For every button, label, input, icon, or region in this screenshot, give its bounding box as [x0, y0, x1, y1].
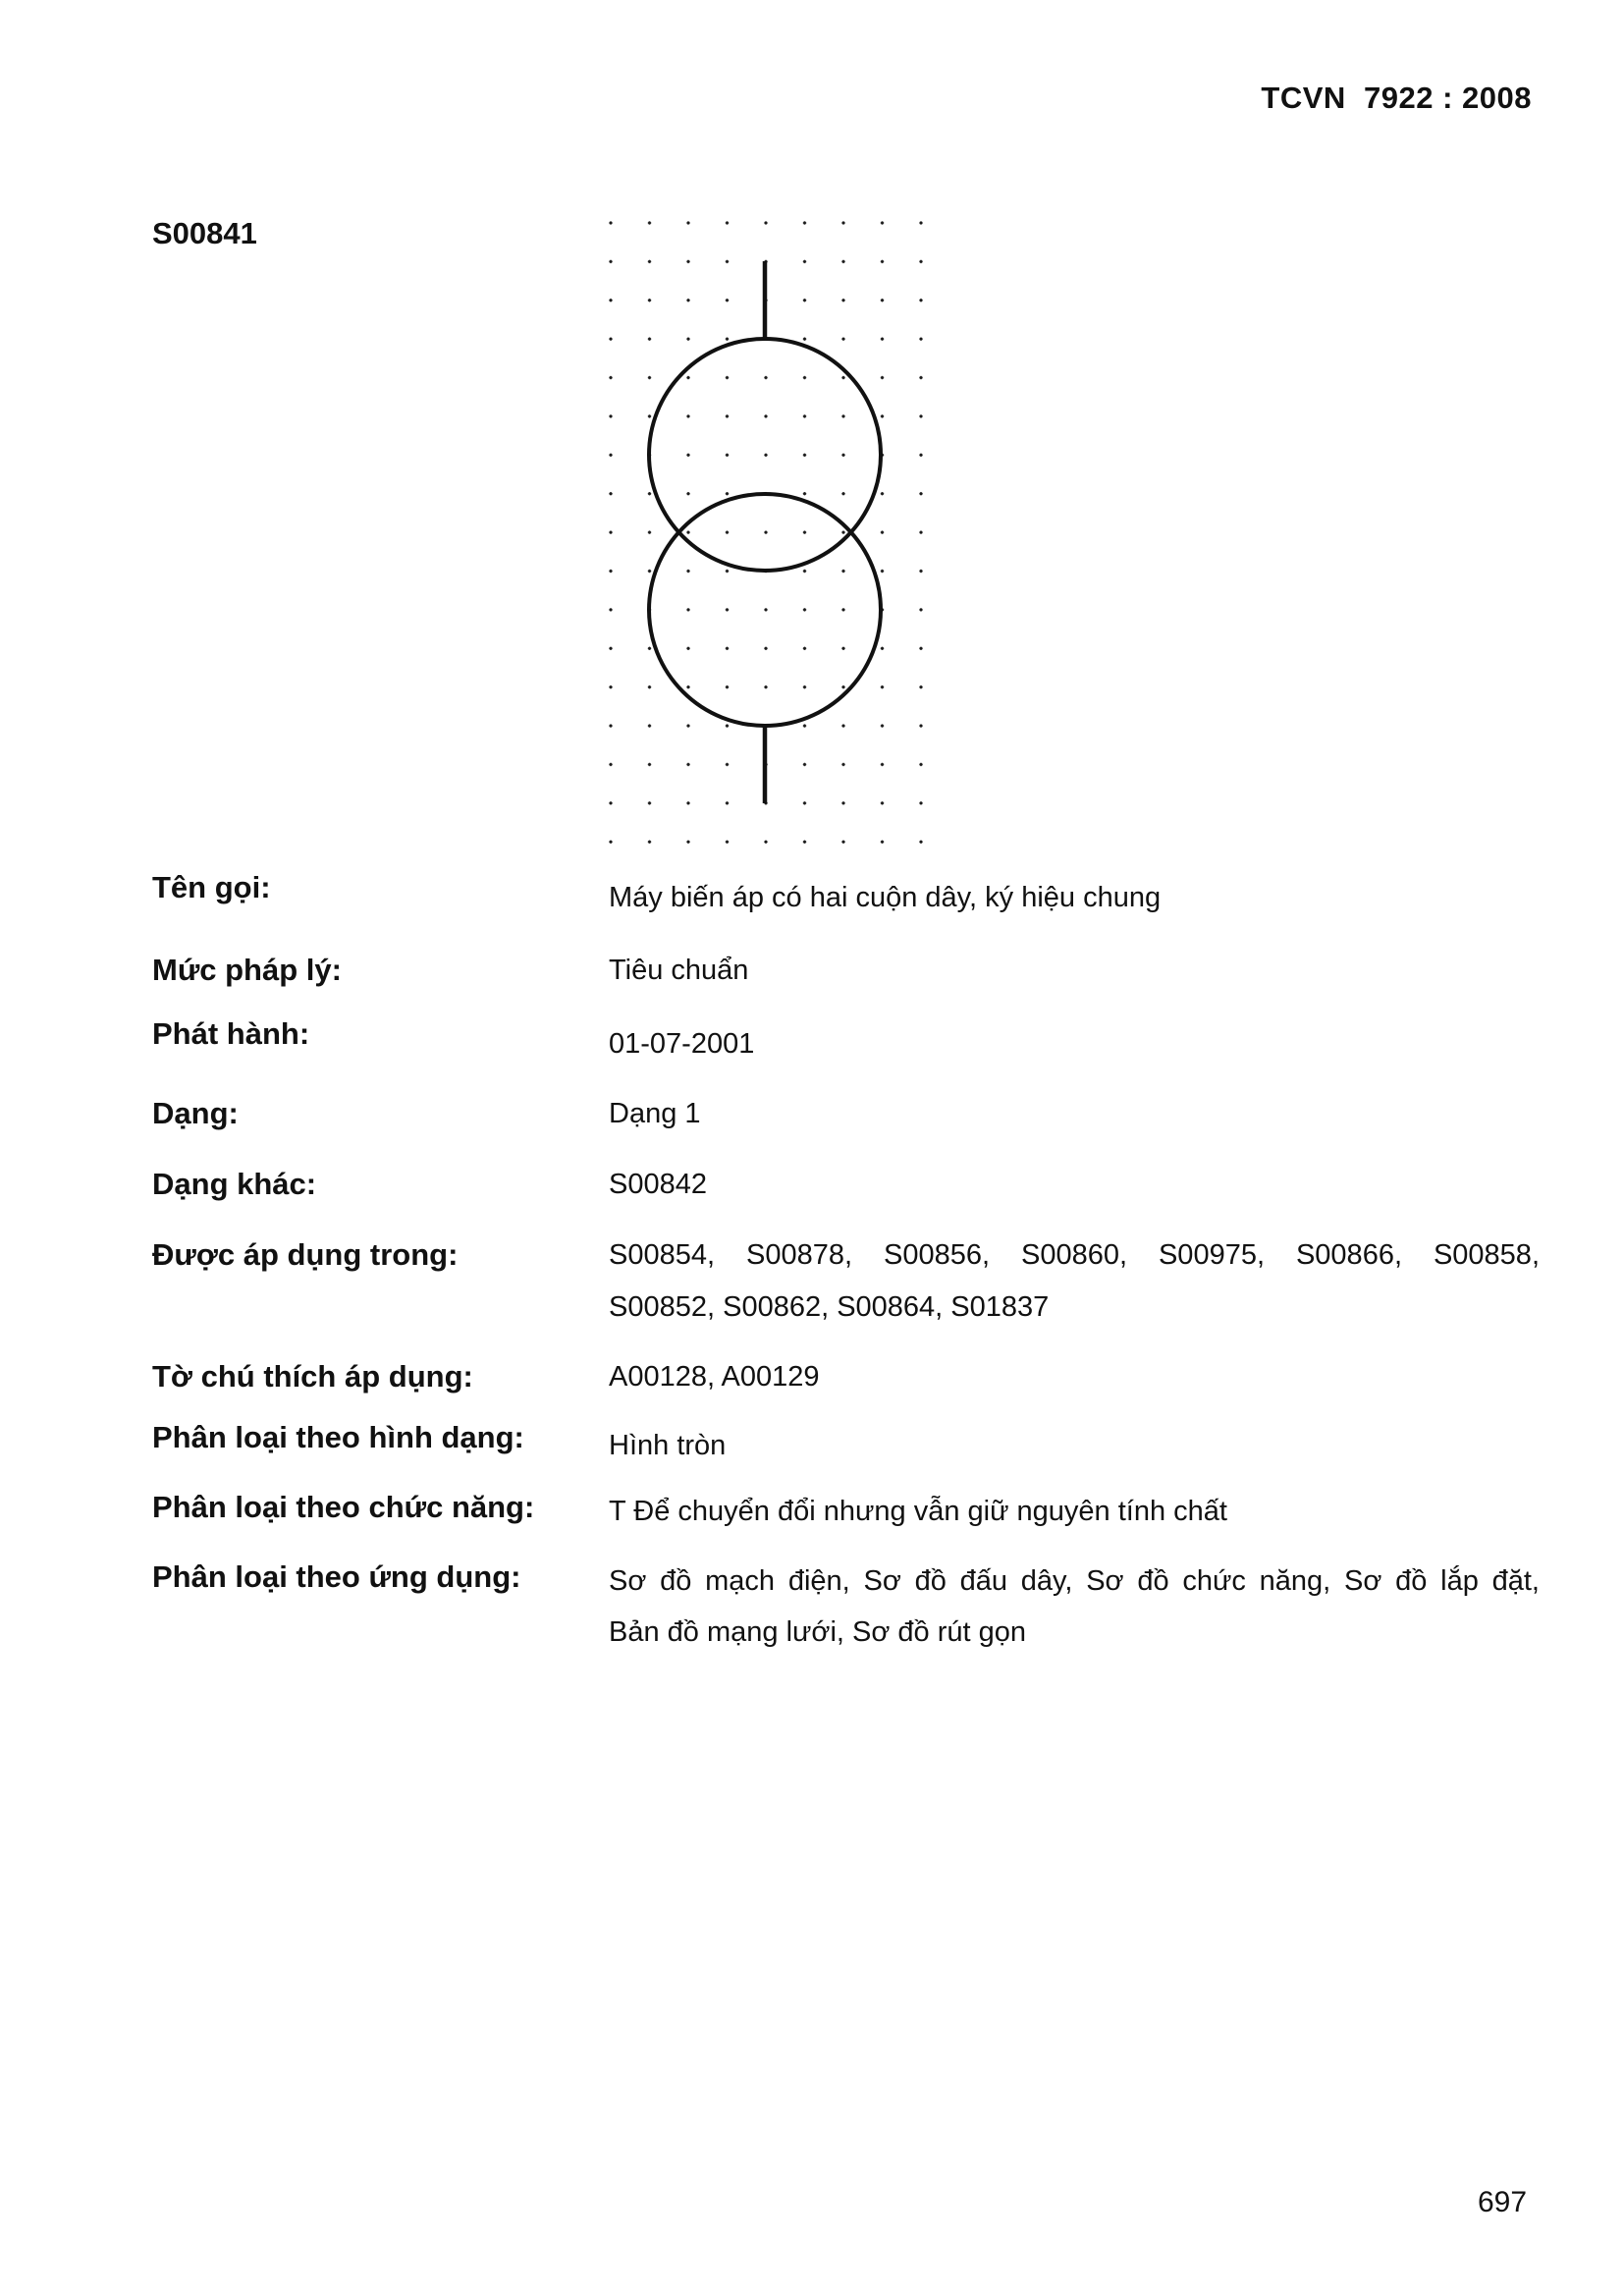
field-value-phan-loai-theo-ung-dung-line2: Bản đồ mạng lưới, Sơ đồ rút gọn: [609, 1616, 1027, 1648]
field-label-phan-loai-theo-ung-dung: Phân loại theo ứng dụng:: [152, 1559, 521, 1594]
field-label-dang-khac: Dạng khác:: [152, 1167, 317, 1201]
primary-winding-circle: [649, 339, 881, 571]
field-value-phan-loai-theo-chuc-nang: T Để chuyển đổi nhưng vẫn giữ nguyên tính chất: [609, 1496, 1227, 1527]
field-label-to-chu-thich-ap-dung: Tờ chú thích áp dụng:: [152, 1359, 473, 1394]
symbol-diagram: [589, 201, 943, 859]
field-label-ten-goi: Tên gọi:: [152, 870, 271, 904]
field-label-muc-phap-ly: Mức pháp lý:: [152, 953, 342, 987]
field-value-muc-phap-ly: Tiêu chuẩn: [609, 955, 749, 986]
field-label-duoc-ap-dung-trong: Được áp dụng trong:: [152, 1237, 459, 1272]
field-label-phat-hanh: Phát hành:: [152, 1016, 310, 1051]
page-number: 697: [1478, 2186, 1528, 2218]
secondary-winding-circle: [649, 494, 881, 726]
field-value-dang: Dạng 1: [609, 1098, 701, 1129]
symbol-id: S00841: [152, 216, 257, 250]
standard-code: TCVN 7922 : 2008: [1261, 81, 1532, 115]
field-value-phan-loai-theo-ung-dung-line1: Sơ đồ mạch điện, Sơ đồ đấu dây, Sơ đồ chức năng, Sơ đồ lắp đặt,: [609, 1565, 1540, 1597]
field-value-dang-khac: S00842: [609, 1169, 707, 1200]
field-value-to-chu-thich-ap-dung: A00128, A00129: [609, 1361, 820, 1393]
field-value-duoc-ap-dung-trong-line1: S00854, S00878, S00856, S00860, S00975, S00866, S00858,: [609, 1239, 1540, 1271]
field-label-dang: Dạng:: [152, 1096, 239, 1130]
field-label-phan-loai-theo-hinh-dang: Phân loại theo hình dạng:: [152, 1420, 524, 1454]
field-value-duoc-ap-dung-trong-line2: S00852, S00862, S00864, S01837: [609, 1291, 1050, 1323]
field-label-phan-loai-theo-chuc-nang: Phân loại theo chức năng:: [152, 1490, 535, 1524]
transformer-symbol-drawing: [589, 201, 943, 859]
field-value-ten-goi: Máy biến áp có hai cuộn dây, ký hiệu chung: [609, 882, 1162, 913]
field-value-phat-hanh: 01-07-2001: [609, 1028, 755, 1060]
field-value-phan-loai-theo-hinh-dang: Hình tròn: [609, 1430, 727, 1461]
